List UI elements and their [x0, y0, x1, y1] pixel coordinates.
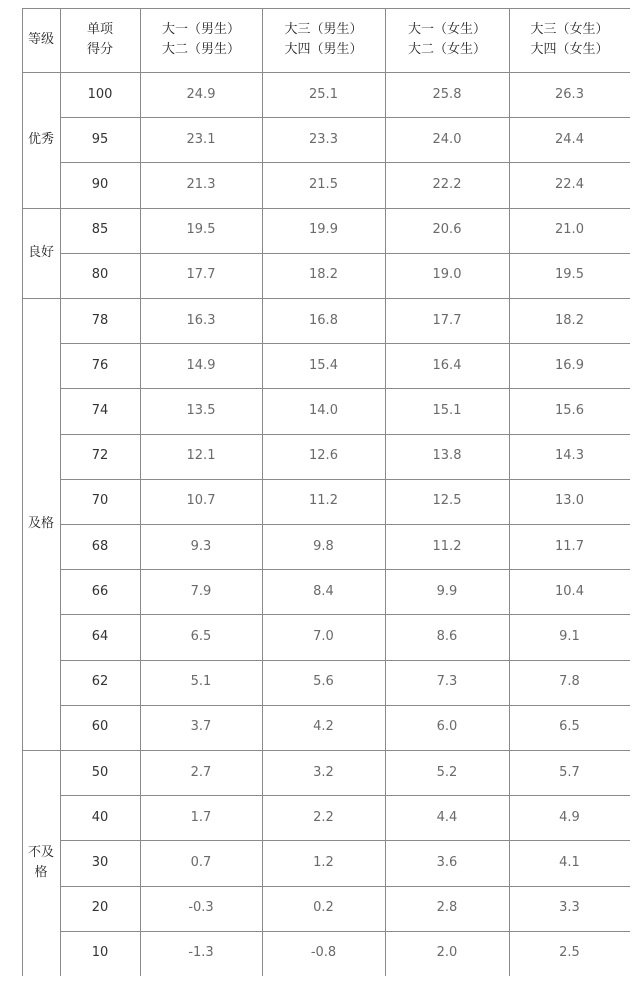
column-header: 大一（男生） 大二（男生） [161, 22, 240, 57]
value-cell: 12.6 [309, 448, 338, 464]
score-cell: 10 [91, 945, 109, 961]
score-cell: 95 [91, 131, 109, 147]
score-cell: 64 [91, 628, 109, 644]
value-cell: 13.8 [432, 448, 462, 464]
value-cell: 22.2 [432, 176, 462, 192]
value-cell: 2.0 [436, 945, 458, 961]
value-cell: 11.2 [309, 493, 338, 509]
value-cell: 4.2 [313, 719, 334, 735]
value-cell: 16.8 [309, 312, 338, 328]
value-cell: 16.9 [555, 357, 584, 373]
value-cell: 1.7 [190, 809, 212, 825]
score-table [22, 8, 630, 976]
value-cell: 11.2 [432, 538, 462, 554]
value-cell: 14.0 [309, 402, 338, 418]
column-header: 单项 得分 [86, 22, 113, 57]
value-cell: 0.2 [313, 900, 334, 916]
score-cell: 74 [91, 402, 109, 418]
value-cell: 18.2 [309, 267, 338, 283]
column-header: 大一（女生） 大二（女生） [407, 22, 486, 57]
value-cell: 6.5 [559, 719, 580, 735]
grade-cell: 优秀 [27, 131, 54, 147]
value-cell: 25.8 [432, 86, 462, 102]
grade-cell: 不及 格 [27, 845, 54, 880]
value-cell: -0.8 [310, 945, 337, 961]
score-cell: 85 [91, 222, 109, 238]
value-cell: 1.2 [313, 854, 334, 870]
value-cell: 18.2 [555, 312, 584, 328]
grade-cell: 良好 [27, 244, 54, 260]
value-cell: 2.5 [559, 945, 580, 961]
score-cell: 40 [91, 809, 109, 825]
score-cell: 100 [87, 86, 113, 102]
value-cell: 21.5 [309, 176, 338, 192]
value-cell: 15.1 [432, 402, 462, 418]
value-cell: 19.5 [555, 267, 584, 283]
value-cell: 6.5 [190, 628, 212, 644]
value-cell: 3.3 [559, 900, 580, 916]
value-cell: 11.7 [555, 538, 584, 554]
value-cell: 2.8 [436, 900, 458, 916]
value-cell: 10.7 [186, 493, 216, 509]
column-header: 大三（女生） 大四（女生） [530, 22, 609, 57]
value-cell: 7.0 [313, 628, 334, 644]
value-cell: 16.3 [186, 312, 216, 328]
value-cell: 13.0 [555, 493, 584, 509]
value-cell: 21.0 [555, 222, 584, 238]
score-cell: 20 [91, 900, 109, 916]
value-cell: 10.4 [555, 583, 584, 599]
value-cell: 21.3 [186, 176, 216, 192]
value-cell: 15.6 [555, 402, 584, 418]
score-cell: 78 [91, 312, 109, 328]
value-cell: 25.1 [309, 86, 338, 102]
value-cell: 24.0 [432, 131, 462, 147]
value-cell: 3.2 [313, 764, 334, 780]
value-cell: 4.4 [436, 809, 458, 825]
value-cell: 7.8 [559, 674, 580, 690]
value-cell: 2.7 [190, 764, 212, 780]
value-cell: 4.9 [559, 809, 580, 825]
value-cell: 19.9 [309, 222, 338, 238]
value-cell: 23.3 [309, 131, 338, 147]
value-cell: 2.2 [313, 809, 334, 825]
value-cell: 5.2 [436, 764, 458, 780]
score-cell: 60 [91, 719, 109, 735]
value-cell: 17.7 [186, 267, 216, 283]
value-cell: 14.9 [186, 357, 216, 373]
value-cell: 16.4 [432, 357, 462, 373]
value-cell: -0.3 [188, 900, 214, 916]
value-cell: 24.9 [186, 86, 216, 102]
score-cell: 62 [91, 674, 109, 690]
value-cell: 19.0 [432, 267, 462, 283]
score-cell: 72 [91, 448, 109, 464]
value-cell: 12.1 [186, 448, 216, 464]
value-cell: 20.6 [432, 222, 462, 238]
score-cell: 50 [91, 764, 109, 780]
value-cell: 9.3 [190, 538, 212, 554]
value-cell: 8.4 [313, 583, 334, 599]
value-cell: 22.4 [555, 176, 584, 192]
value-cell: 5.7 [559, 764, 580, 780]
value-cell: 3.6 [436, 854, 458, 870]
value-cell: 8.6 [436, 628, 458, 644]
value-cell: 24.4 [555, 131, 584, 147]
value-cell: 23.1 [186, 131, 216, 147]
score-cell: 90 [91, 176, 109, 192]
value-cell: 15.4 [309, 357, 338, 373]
score-cell: 76 [91, 357, 109, 373]
score-cell: 30 [91, 854, 109, 870]
value-cell: 9.1 [559, 628, 580, 644]
value-cell: 17.7 [432, 312, 462, 328]
value-cell: -1.3 [188, 945, 214, 961]
value-cell: 19.5 [186, 222, 216, 238]
value-cell: 13.5 [186, 402, 216, 418]
value-cell: 5.1 [190, 674, 212, 690]
value-cell: 9.8 [313, 538, 334, 554]
value-cell: 7.9 [190, 583, 212, 599]
score-cell: 68 [91, 538, 109, 554]
value-cell: 3.7 [190, 719, 212, 735]
grade-cell: 及格 [27, 516, 54, 531]
value-cell: 4.1 [559, 854, 580, 870]
value-cell: 9.9 [436, 583, 458, 599]
value-cell: 14.3 [555, 448, 584, 464]
column-header: 等级 [27, 32, 54, 47]
value-cell: 7.3 [436, 674, 458, 690]
value-cell: 5.6 [313, 674, 334, 690]
score-cell: 70 [91, 493, 109, 509]
column-header: 大三（男生） 大四（男生） [284, 22, 363, 57]
score-cell: 66 [91, 583, 109, 599]
score-cell: 80 [91, 267, 109, 283]
value-cell: 26.3 [555, 86, 584, 102]
value-cell: 0.7 [190, 854, 212, 870]
value-cell: 12.5 [432, 493, 462, 509]
value-cell: 6.0 [436, 719, 458, 735]
